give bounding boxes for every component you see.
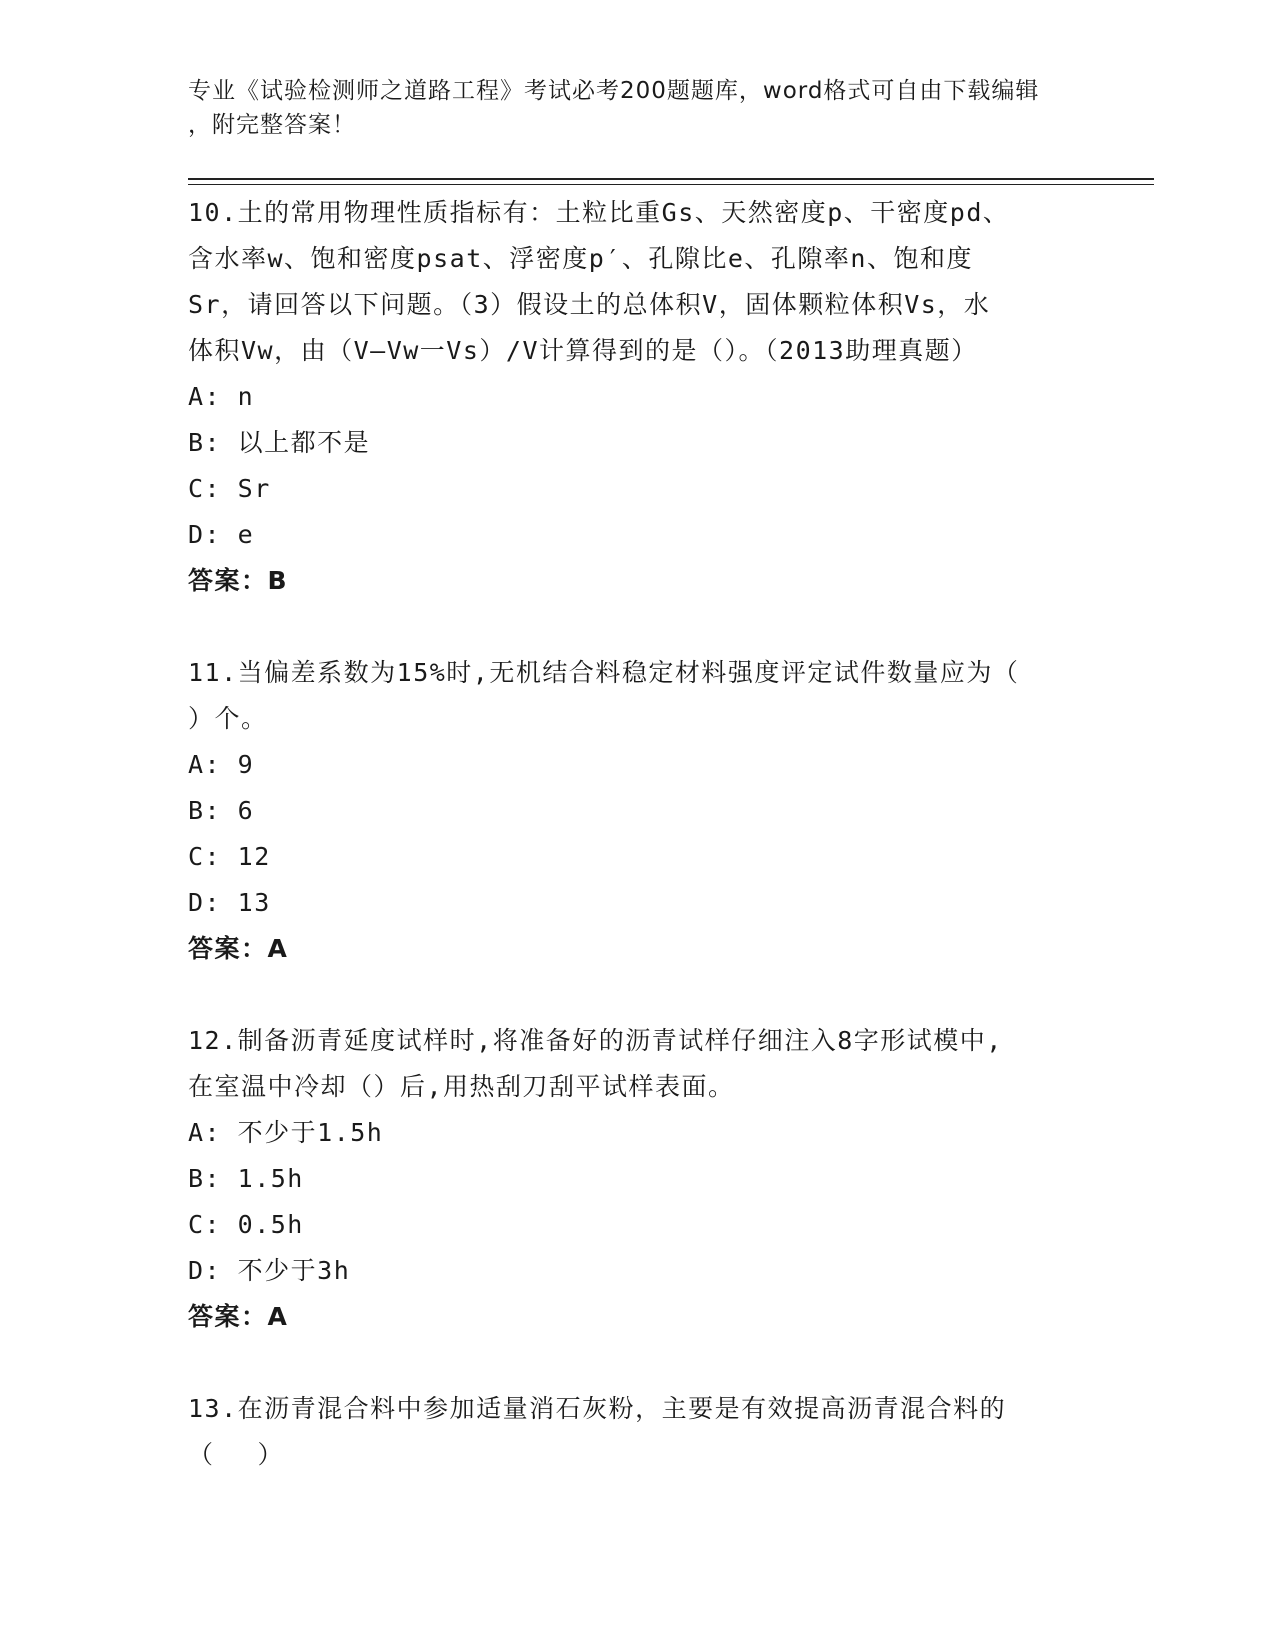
answer-line: 答案：B <box>188 566 289 595</box>
question-stem-line: 12.制备沥青延度试样时,将准备好的沥青试样仔细注入8字形试模中, <box>188 1026 1003 1055</box>
option-a: A: n <box>188 382 255 411</box>
option-b: B: 以上都不是 <box>188 428 371 457</box>
question-12 <box>188 1018 1088 1340</box>
question-13 <box>188 1386 1088 1478</box>
header-line-2: ，附完整答案！ <box>188 112 356 138</box>
question-stem-line: 在室温中冷却（）后,用热刮刀刮平试样表面。 <box>188 1072 735 1101</box>
question-stem-line: 10.土的常用物理性质指标有：土粒比重Gs、天然密度p、干密度pd、 <box>188 198 1010 227</box>
question-stem-line: 13.在沥青混合料中参加适量消石灰粉，主要是有效提高沥青混合料的 <box>188 1394 1007 1423</box>
question-stem-line: 含水率w、饱和密度psat、浮密度p′、孔隙比e、孔隙率n、饱和度 <box>188 244 973 273</box>
question-10 <box>188 190 1088 604</box>
option-a: A: 不少于1.5h <box>188 1118 384 1147</box>
header-divider-thick <box>188 178 1154 180</box>
question-stem-line: 体积Vw，由（V—Vw一Vs）/V计算得到的是（）。（2013助理真题） <box>188 336 978 365</box>
option-d: D: 13 <box>188 888 271 917</box>
answer-line: 答案：A <box>188 934 289 963</box>
option-a: A: 9 <box>188 750 255 779</box>
option-b: B: 6 <box>188 796 255 825</box>
option-c: C: 0.5h <box>188 1210 304 1239</box>
option-d: D: e <box>188 520 255 549</box>
option-c: C: Sr <box>188 474 271 503</box>
question-stem-line: 11.当偏差系数为15%时,无机结合料稳定材料强度评定试件数量应为（ <box>188 658 1020 687</box>
header-divider-thin <box>188 184 1154 185</box>
answer-line: 答案：A <box>188 1302 289 1331</box>
question-stem-line: （ ） <box>188 1440 285 1469</box>
question-stem-line: ）个。 <box>188 704 268 733</box>
option-b: B: 1.5h <box>188 1164 304 1193</box>
question-stem-line: Sr，请回答以下问题。（3）假设土的总体积V，固体颗粒体积Vs，水 <box>188 290 991 319</box>
question-list <box>188 190 1088 1524</box>
header-line-1: 专业《试验检测师之道路工程》考试必考200题题库，word格式可自由下载编辑 <box>188 78 1040 104</box>
document-header <box>188 74 1088 142</box>
question-11 <box>188 650 1088 972</box>
option-c: C: 12 <box>188 842 271 871</box>
option-d: D: 不少于3h <box>188 1256 351 1285</box>
